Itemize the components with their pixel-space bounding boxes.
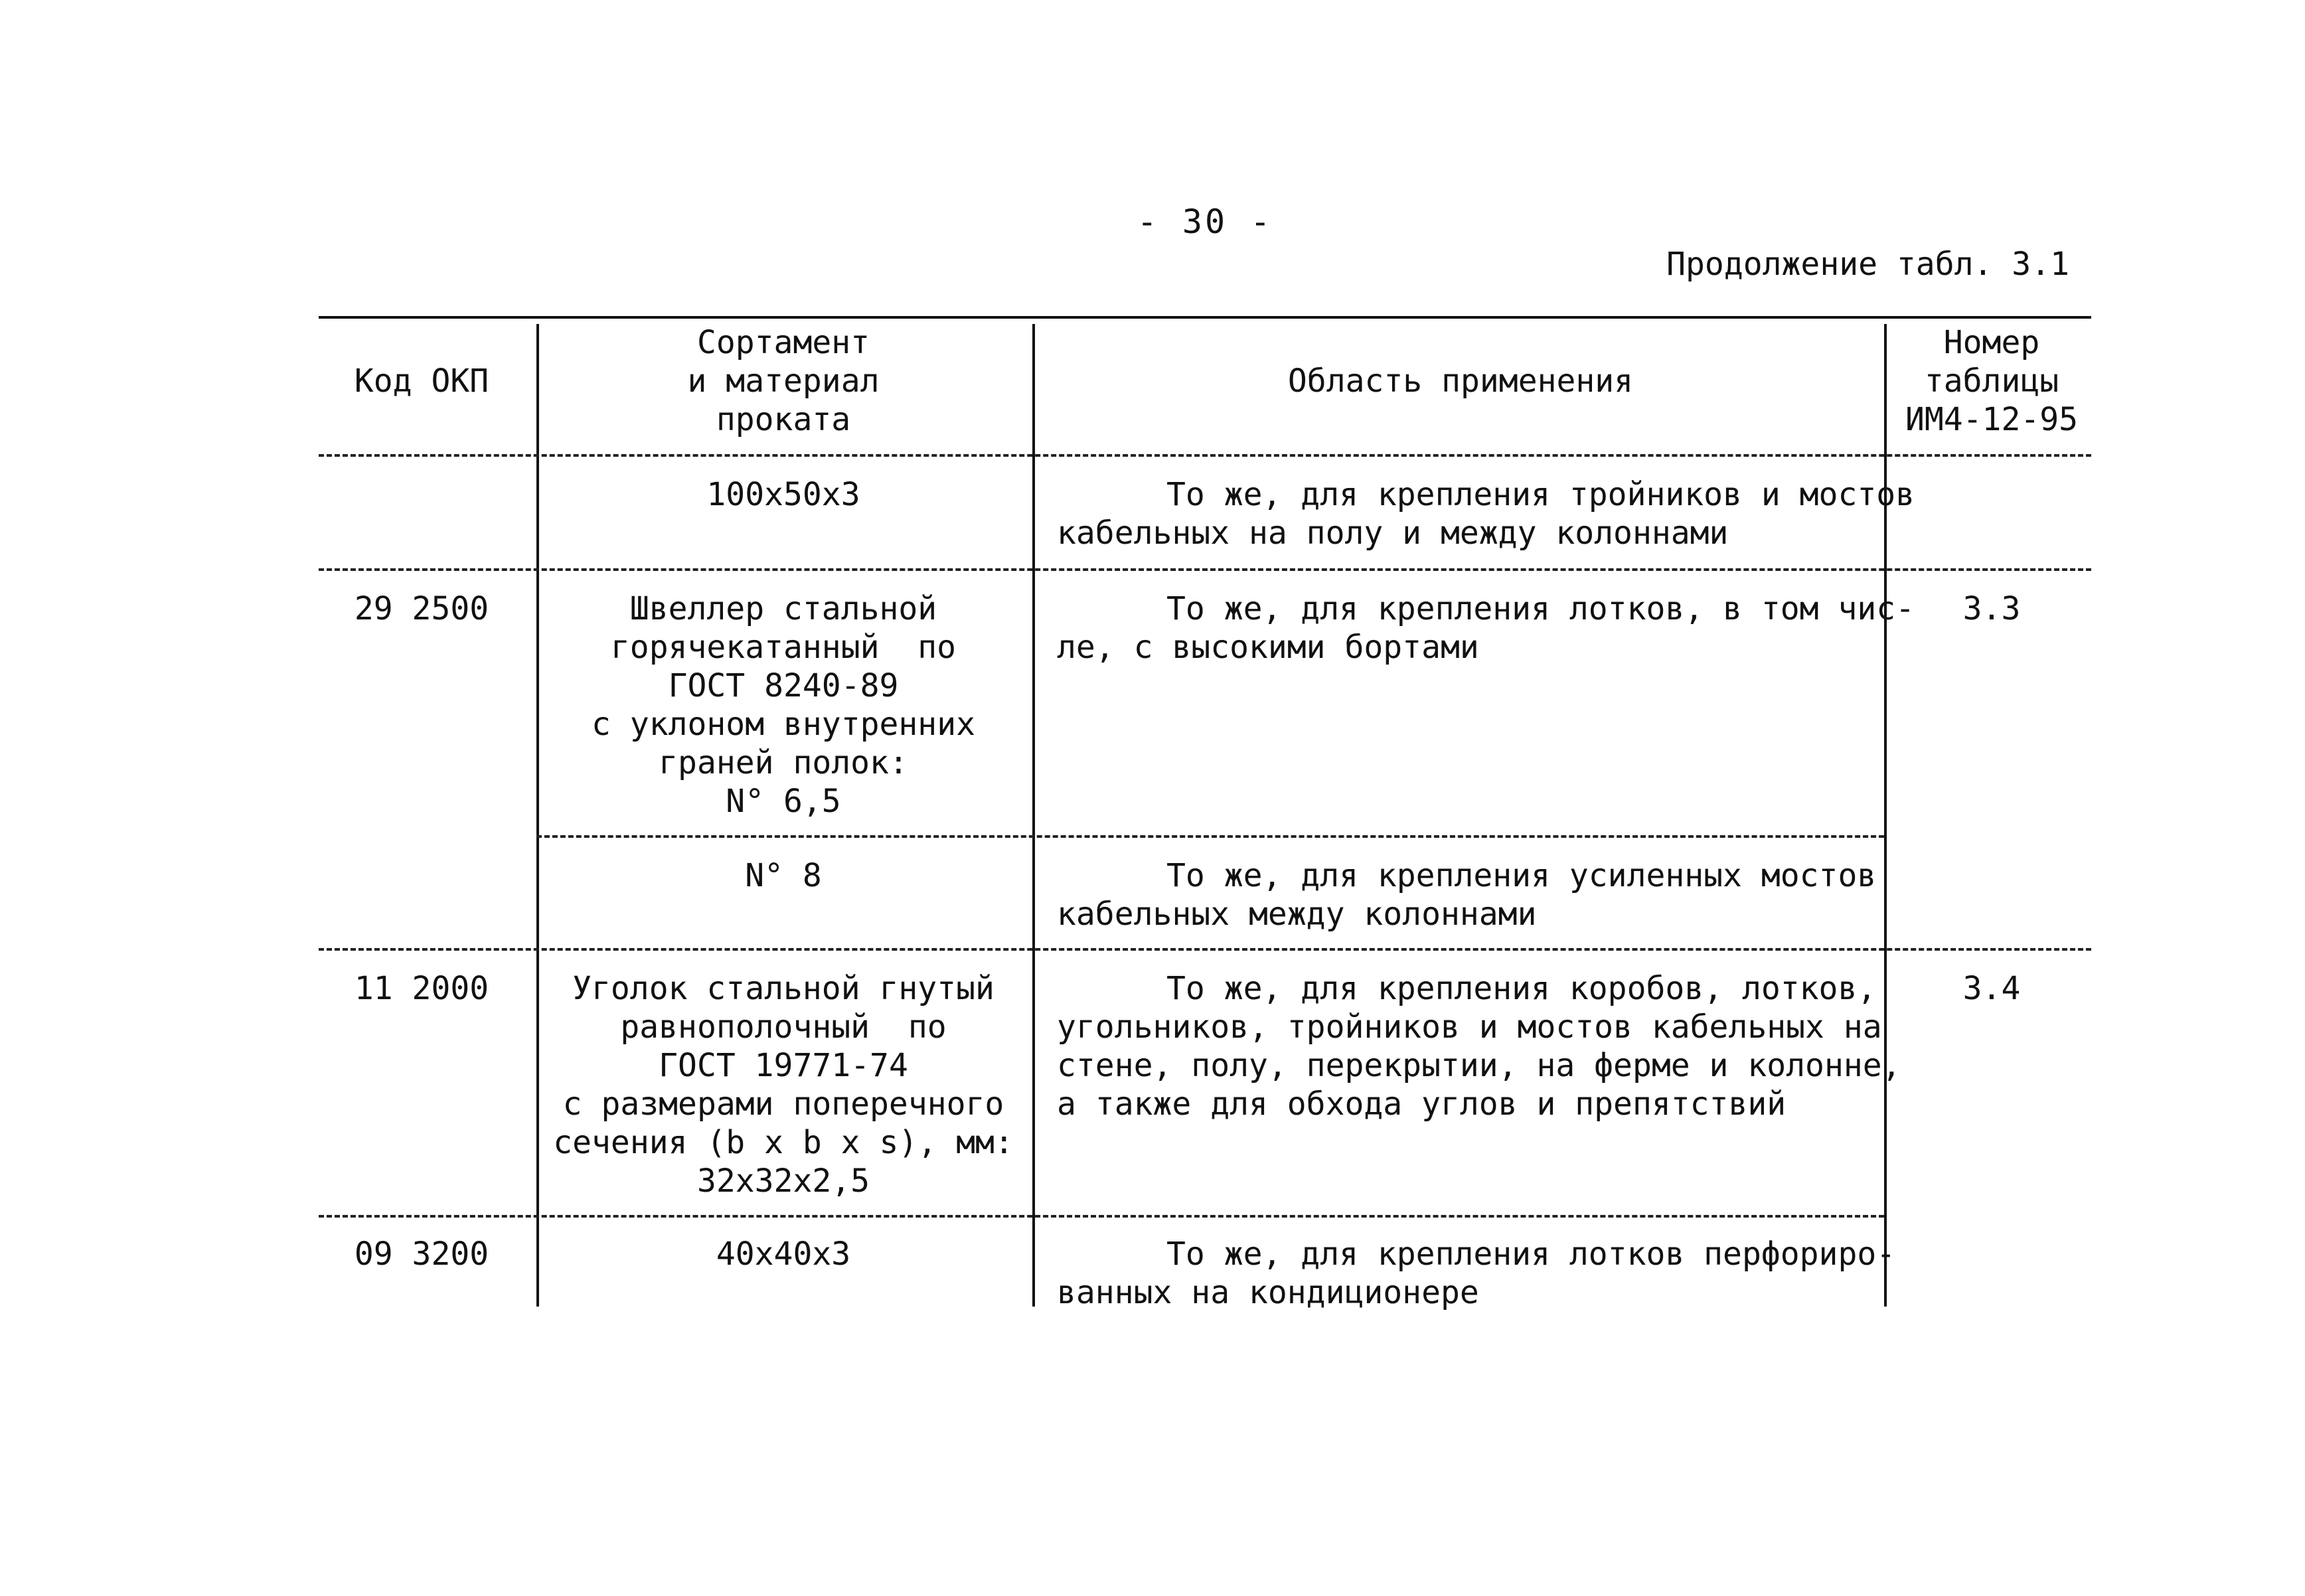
assortment-line: Швеллер стальной — [629, 590, 937, 627]
row-rule-partial — [319, 1215, 1884, 1218]
row-1-application — [1057, 475, 1915, 552]
header-rule — [319, 454, 2091, 457]
assortment-line: горячекатанный по — [610, 629, 957, 666]
row-rule-partial — [536, 835, 1884, 838]
assortment-line: N° 8 — [745, 857, 822, 894]
column-separator-3 — [1884, 324, 1887, 1307]
table-caption: Продолжение табл. 3.1 — [1666, 246, 2069, 283]
application-line: То же, для крепления усиленных мостов — [1166, 857, 1877, 894]
assortment-line: ГОСТ 19771-74 — [659, 1047, 908, 1084]
assortment-line: N° 6,5 — [726, 783, 841, 820]
row-1-assortment — [544, 475, 1022, 514]
row-5-code: 09 3200 — [354, 1236, 489, 1273]
header-assortment-line: проката — [716, 401, 851, 438]
row-5-assortment — [544, 1235, 1022, 1273]
header-assortment-line: Сортамент — [696, 324, 870, 361]
application-line: угольников, тройников и мостов кабельных на — [1057, 1008, 1882, 1046]
row-2-code: 29 2500 — [354, 590, 489, 627]
assortment-line: 40х40х3 — [716, 1236, 851, 1273]
application-line: То же, для крепления лотков перфориро- — [1166, 1236, 1896, 1273]
header-assortment — [544, 323, 1022, 439]
row-3-assortment — [544, 856, 1022, 895]
page-number: - 30 - — [1137, 202, 1273, 241]
assortment-line: граней полок: — [659, 744, 908, 781]
header-assortment-line: и материал — [687, 362, 880, 400]
assortment-line: Уголок стальной гнутый — [572, 970, 994, 1007]
row-4-table-number: 3.4 — [1962, 970, 2021, 1007]
table-top-rule — [319, 316, 2091, 319]
application-line: То же, для крепления коробов, лотков, — [1166, 970, 1877, 1007]
column-separator-1 — [536, 324, 539, 1307]
application-line: То же, для крепления лотков, в том чис- — [1166, 590, 1915, 627]
row-rule — [319, 948, 2091, 951]
application-line: ле, с высокими бортами — [1057, 629, 1479, 666]
application-line: кабельных на полу и между колоннами — [1057, 515, 1729, 552]
column-separator-2 — [1032, 324, 1035, 1307]
row-3-application — [1057, 856, 1880, 933]
assortment-line: 32х32х2,5 — [696, 1162, 870, 1200]
assortment-line: равнополочный по — [620, 1008, 947, 1046]
header-application: Область применения — [1287, 362, 1634, 400]
row-5-application — [1057, 1235, 1896, 1312]
assortment-line: ГОСТ 8240-89 — [668, 667, 899, 704]
assortment-line: сечения (b х b х s), мм: — [553, 1124, 1014, 1161]
application-line: стене, полу, перекрытии, на ферме и колонне, — [1057, 1047, 1901, 1084]
row-2-assortment — [544, 590, 1022, 821]
application-line: ванных на кондиционере — [1057, 1274, 1479, 1311]
row-2-table-number: 3.3 — [1962, 590, 2021, 627]
row-4-code: 11 2000 — [354, 970, 489, 1007]
assortment-line: с уклоном внутренних — [592, 706, 975, 743]
header-table-number-line: Номер — [1943, 324, 2040, 361]
application-line: То же, для крепления тройников и мостов — [1166, 476, 1915, 513]
row-4-assortment — [544, 969, 1022, 1200]
header-code: Код ОКП — [354, 362, 489, 400]
row-rule — [319, 568, 2091, 571]
header-table-number — [1892, 323, 2091, 439]
row-4-application — [1057, 969, 1901, 1123]
assortment-line: 100х50х3 — [706, 476, 860, 513]
application-line: а также для обхода углов и препятствий — [1057, 1085, 1787, 1123]
application-line: кабельных между колоннами — [1057, 896, 1537, 933]
assortment-line: с размерами поперечного — [562, 1085, 1004, 1123]
row-2-application — [1057, 590, 1915, 667]
header-table-number-line: таблицы — [1924, 362, 2059, 400]
header-table-number-line: ИМ4-12-95 — [1905, 401, 2079, 438]
